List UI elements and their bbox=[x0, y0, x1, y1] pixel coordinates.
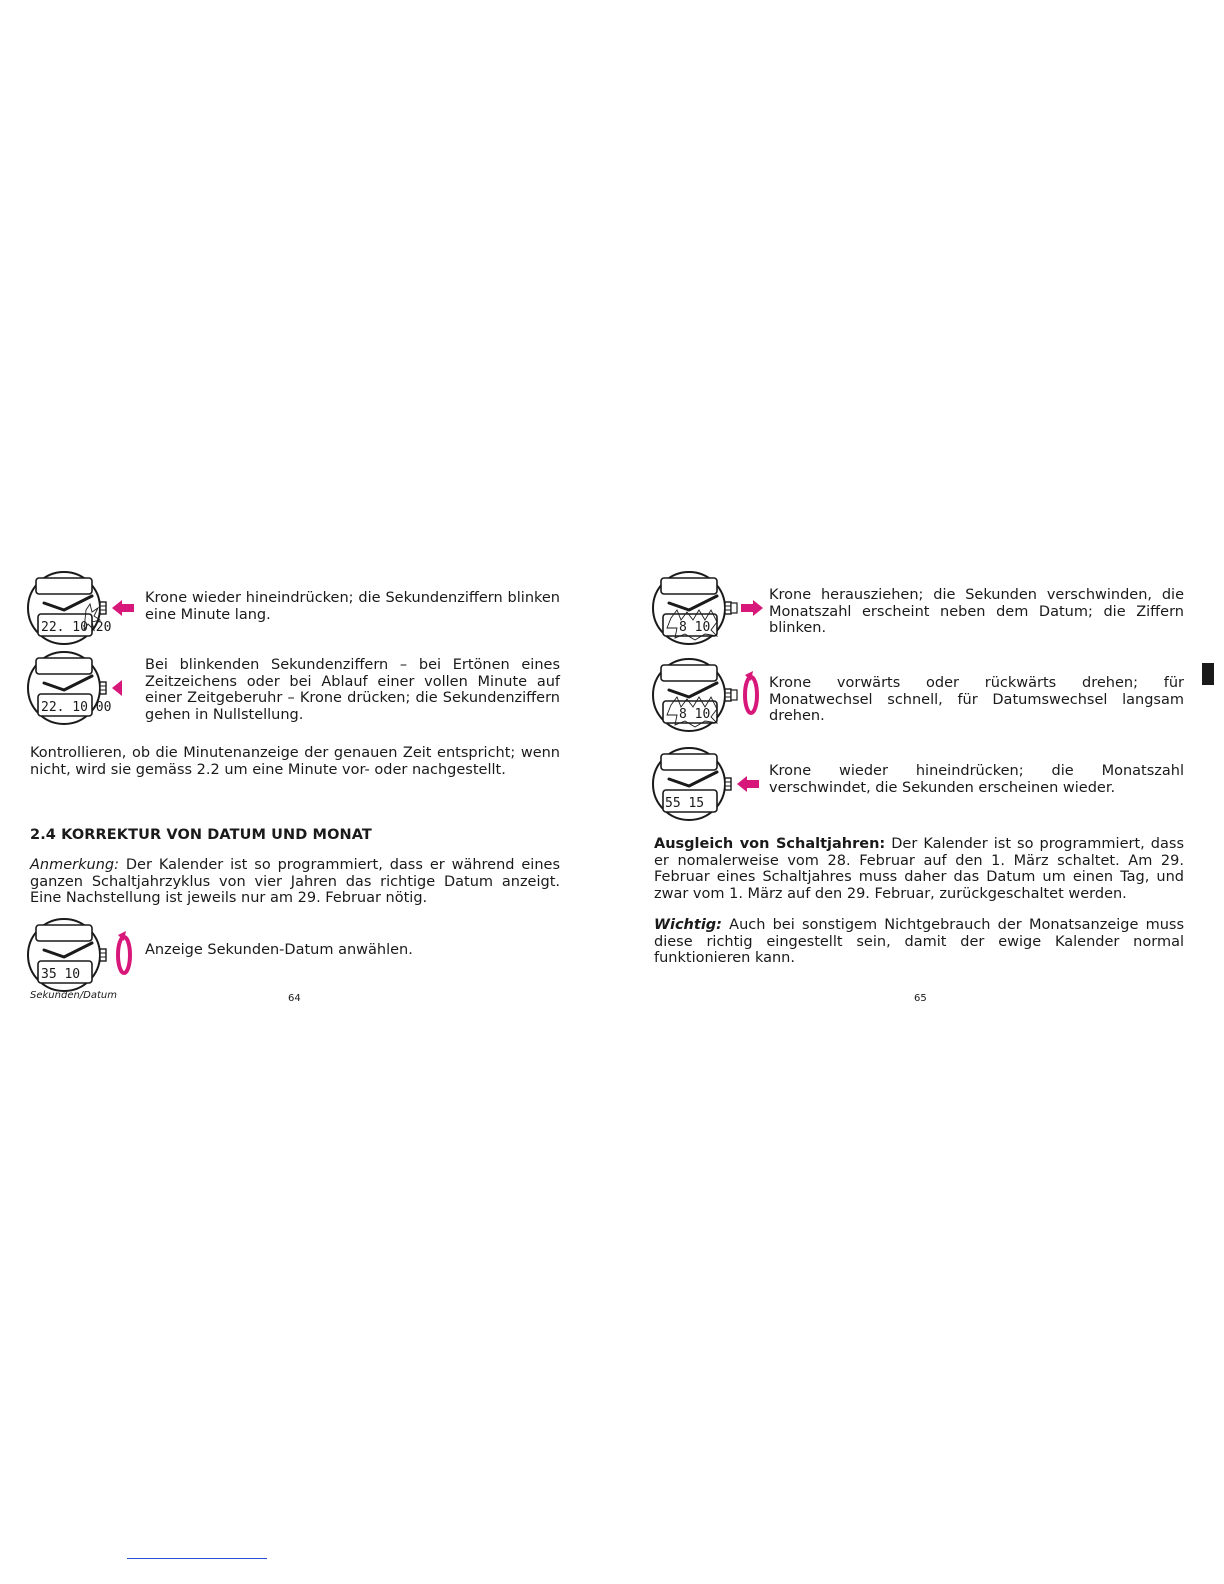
note-label: Anmerkung: bbox=[30, 857, 119, 873]
watch-pull-crown-illustration bbox=[651, 570, 779, 646]
leap-text: Der Kalender ist so programmiert, dass er nomalerweise vom 28. Februar auf den 1. März schaltet. Am 29. Februar eines Schaltjahres muss daher das Datum um einen Tag, und zwar vom 1. März auf den 29. Februar, zurückgeschaltet werden. bbox=[654, 836, 1184, 902]
right-page bbox=[612, 0, 1224, 1584]
step3-text: Anzeige Sekunden-Datum anwählen. bbox=[145, 942, 413, 958]
rotate-crown-icon bbox=[745, 671, 757, 713]
important-text: Auch bei sonstigem Nichtgebrauch der Monatsanzeige muss diese richtig eingestellt sein, damit der ewige Kalender normal funktionieren kann. bbox=[654, 917, 1185, 966]
small-left-arrow-icon bbox=[112, 680, 122, 696]
watch-push-crown-illustration bbox=[651, 746, 779, 822]
lcd-display: 35 10 bbox=[41, 967, 81, 982]
watch-rotate-crown-illustration bbox=[26, 917, 154, 993]
note-text: Der Kalender ist so programmiert, dass er während eines ganzen Schaltjahrzyklus von vier Jahren das richtige Datum anzeigt. Eine Nachstellung ist jeweils nur am 29. Februar nötig. bbox=[30, 857, 561, 906]
right-step3-text: Krone wieder hineindrücken; die Monatszahl verschwindet, die Sekunden erscheinen wieder. bbox=[769, 763, 1184, 796]
chapter-edge-tab bbox=[1202, 663, 1214, 685]
leap-year-paragraph bbox=[654, 836, 1184, 902]
note-paragraph bbox=[30, 857, 560, 907]
leap-label: Ausgleich von Schaltjahren: bbox=[654, 836, 886, 852]
push-left-arrow-icon bbox=[112, 600, 134, 616]
watch-push-crown-illustration bbox=[26, 570, 154, 646]
lcd-display: 8 10 bbox=[679, 620, 711, 635]
lcd-display: 22. 10 00 bbox=[41, 700, 112, 715]
important-paragraph bbox=[654, 917, 1184, 967]
important-label: Wichtig: bbox=[654, 917, 722, 933]
lcd-display: 55 15 bbox=[665, 796, 705, 811]
control-paragraph: Kontrollieren, ob die Minutenanzeige der genauen Zeit entspricht; wenn nicht, wird sie gemäss 2.2 um eine Minute vor- oder nachgestellt. bbox=[30, 745, 560, 778]
lcd-display: 8 10 bbox=[679, 707, 711, 722]
watch-press-crown-illustration bbox=[26, 650, 154, 726]
step2-text: Bei blinkenden Sekundenziffern – bei Ertönen eines Zeitzeichens oder bei Ablauf einer vollen Minute auf einer Zeitgeberuhr – Krone drücken; die Sekundenziffern gehen in Nullstellung. bbox=[145, 657, 560, 723]
section-heading: 2.4 KORREKTUR VON DATUM UND MONAT bbox=[30, 827, 372, 843]
page-number-right: 65 bbox=[914, 993, 927, 1004]
footer-section-label: Sekunden/Datum bbox=[30, 990, 118, 1001]
lcd-display: 22. 10 20 bbox=[41, 620, 112, 635]
page-number-left: 64 bbox=[288, 993, 301, 1004]
right-step2-text: Krone vorwärts oder rückwärts drehen; für Monatwechsel schnell, für Datumswechsel langsam drehen. bbox=[769, 675, 1184, 724]
step1-text: Krone wieder hineindrücken; die Sekundenziffern blinken eine Minute lang. bbox=[145, 590, 560, 623]
pull-right-arrow-icon bbox=[741, 600, 763, 616]
link-underline bbox=[127, 1558, 267, 1559]
push-left-arrow-icon bbox=[737, 776, 759, 792]
rotate-crown-icon bbox=[118, 931, 130, 973]
watch-rotate-crown-illustration bbox=[651, 657, 779, 733]
right-step1-text: Krone herausziehen; die Sekunden verschwinden, die Monatszahl erscheint neben dem Datum; die Ziffern blinken. bbox=[769, 587, 1184, 636]
